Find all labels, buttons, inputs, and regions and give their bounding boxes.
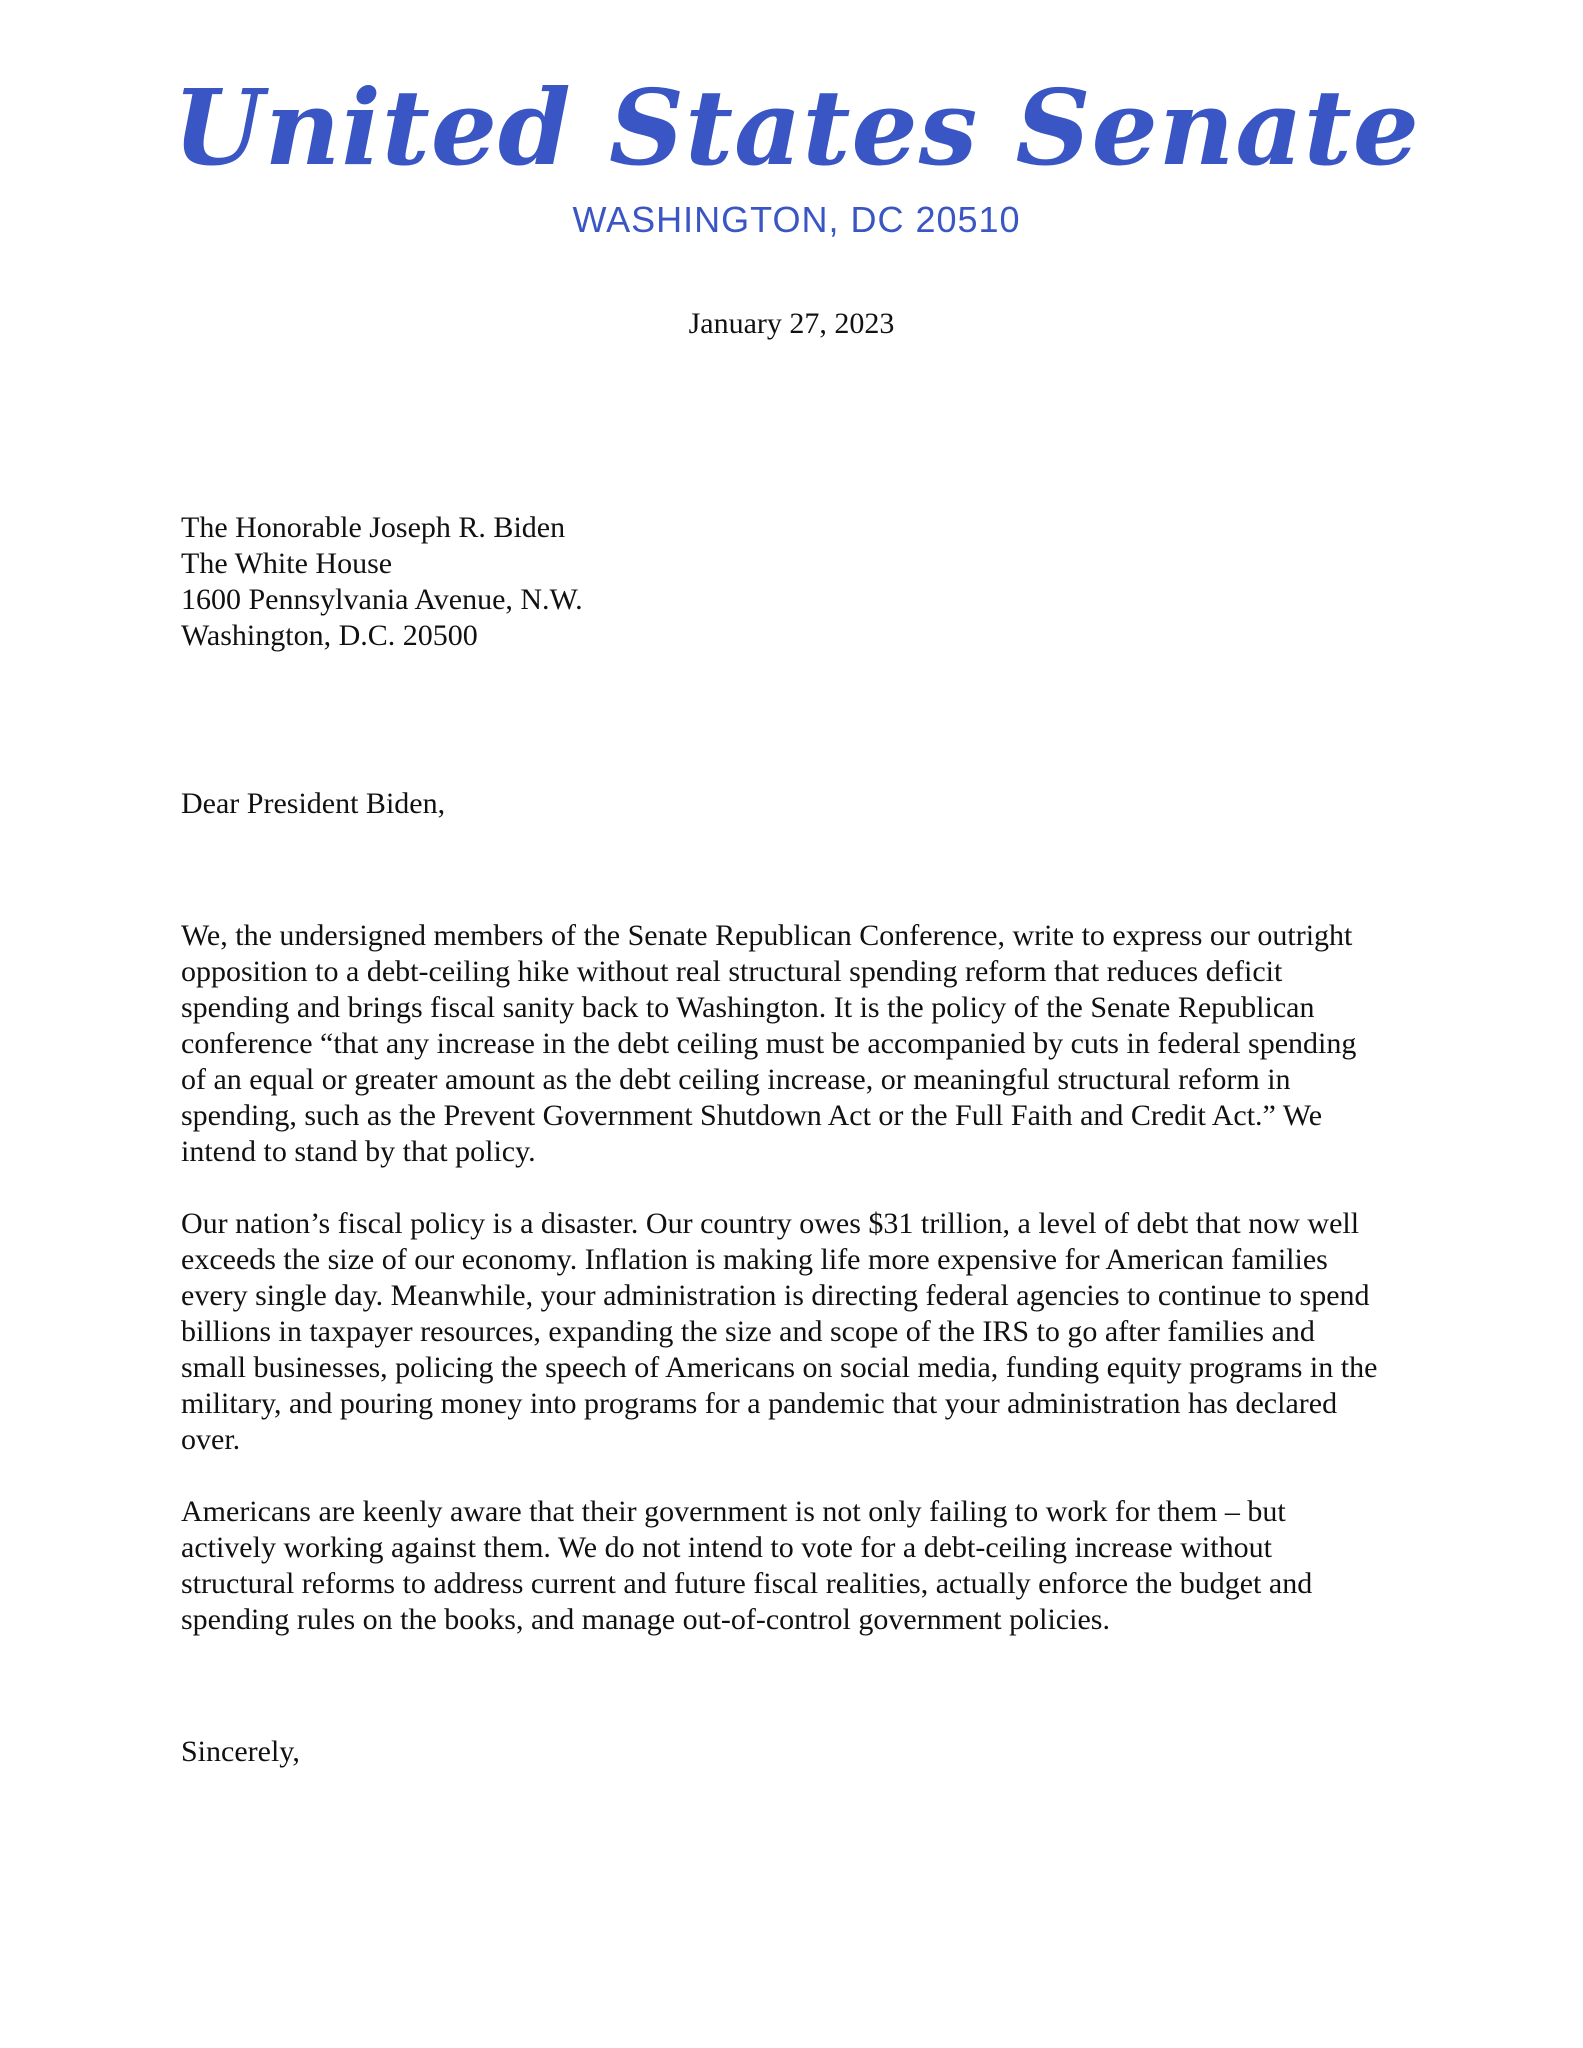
closing: Sincerely,: [181, 1735, 300, 1768]
senate-letterhead-title: United States Senate: [173, 66, 1420, 189]
senate-letterhead-address: WASHINGTON, DC 20510: [572, 199, 1021, 240]
body-paragraph-1: We, the undersigned members of the Senate Republican Conference, write to express our outright opposition to a debt-ceiling hike without real structural spending reform that reduces deficit spending and brings fiscal sanity back to Washington. It is the policy of the Senate Republican conference “that any increase in the debt ceiling must be accompanied by cuts in federal spending of an equal or greater amount as the debt ceiling increase, or meaningful structural reform in spending, such as the Prevent Government Shutdown Act or the Full Faith and Credit Act.” We intend to stand by that policy.: [181, 919, 1357, 1168]
recipient-address-block: [181, 510, 583, 654]
letter-body: [181, 918, 1381, 1674]
salutation: Dear President Biden,: [181, 787, 446, 820]
recipient-city: Washington, D.C. 20500: [181, 619, 478, 652]
letterhead: [0, 68, 1583, 242]
body-paragraph-2: Our nation’s fiscal policy is a disaster. Our country owes $31 trillion, a level of debt that now well exceeds the size of our economy. Inflation is making life more expensive for American families every single day. Meanwhile, your administration is directing federal agencies to continue to spend billions in taxpayer resources, expanding the size and scope of the IRS to go after families and small businesses, policing the speech of Americans on social media, funding equity programs in the military, and pouring money into programs for a pandemic that your administration has declared over.: [181, 1207, 1378, 1456]
recipient-name: The Honorable Joseph R. Biden: [181, 511, 566, 544]
body-paragraph-3: Americans are keenly aware that their government is not only failing to work for them – but actively working against them. We do not intend to vote for a debt-ceiling increase without structural reforms to address current and future fiscal realities, actually enforce the budget and spending rules on the books, and manage out-of-control government policies.: [181, 1495, 1313, 1636]
recipient-organization: The White House: [181, 547, 393, 580]
recipient-street: 1600 Pennsylvania Avenue, N.W.: [181, 583, 583, 616]
letter-date: January 27, 2023: [688, 307, 895, 340]
